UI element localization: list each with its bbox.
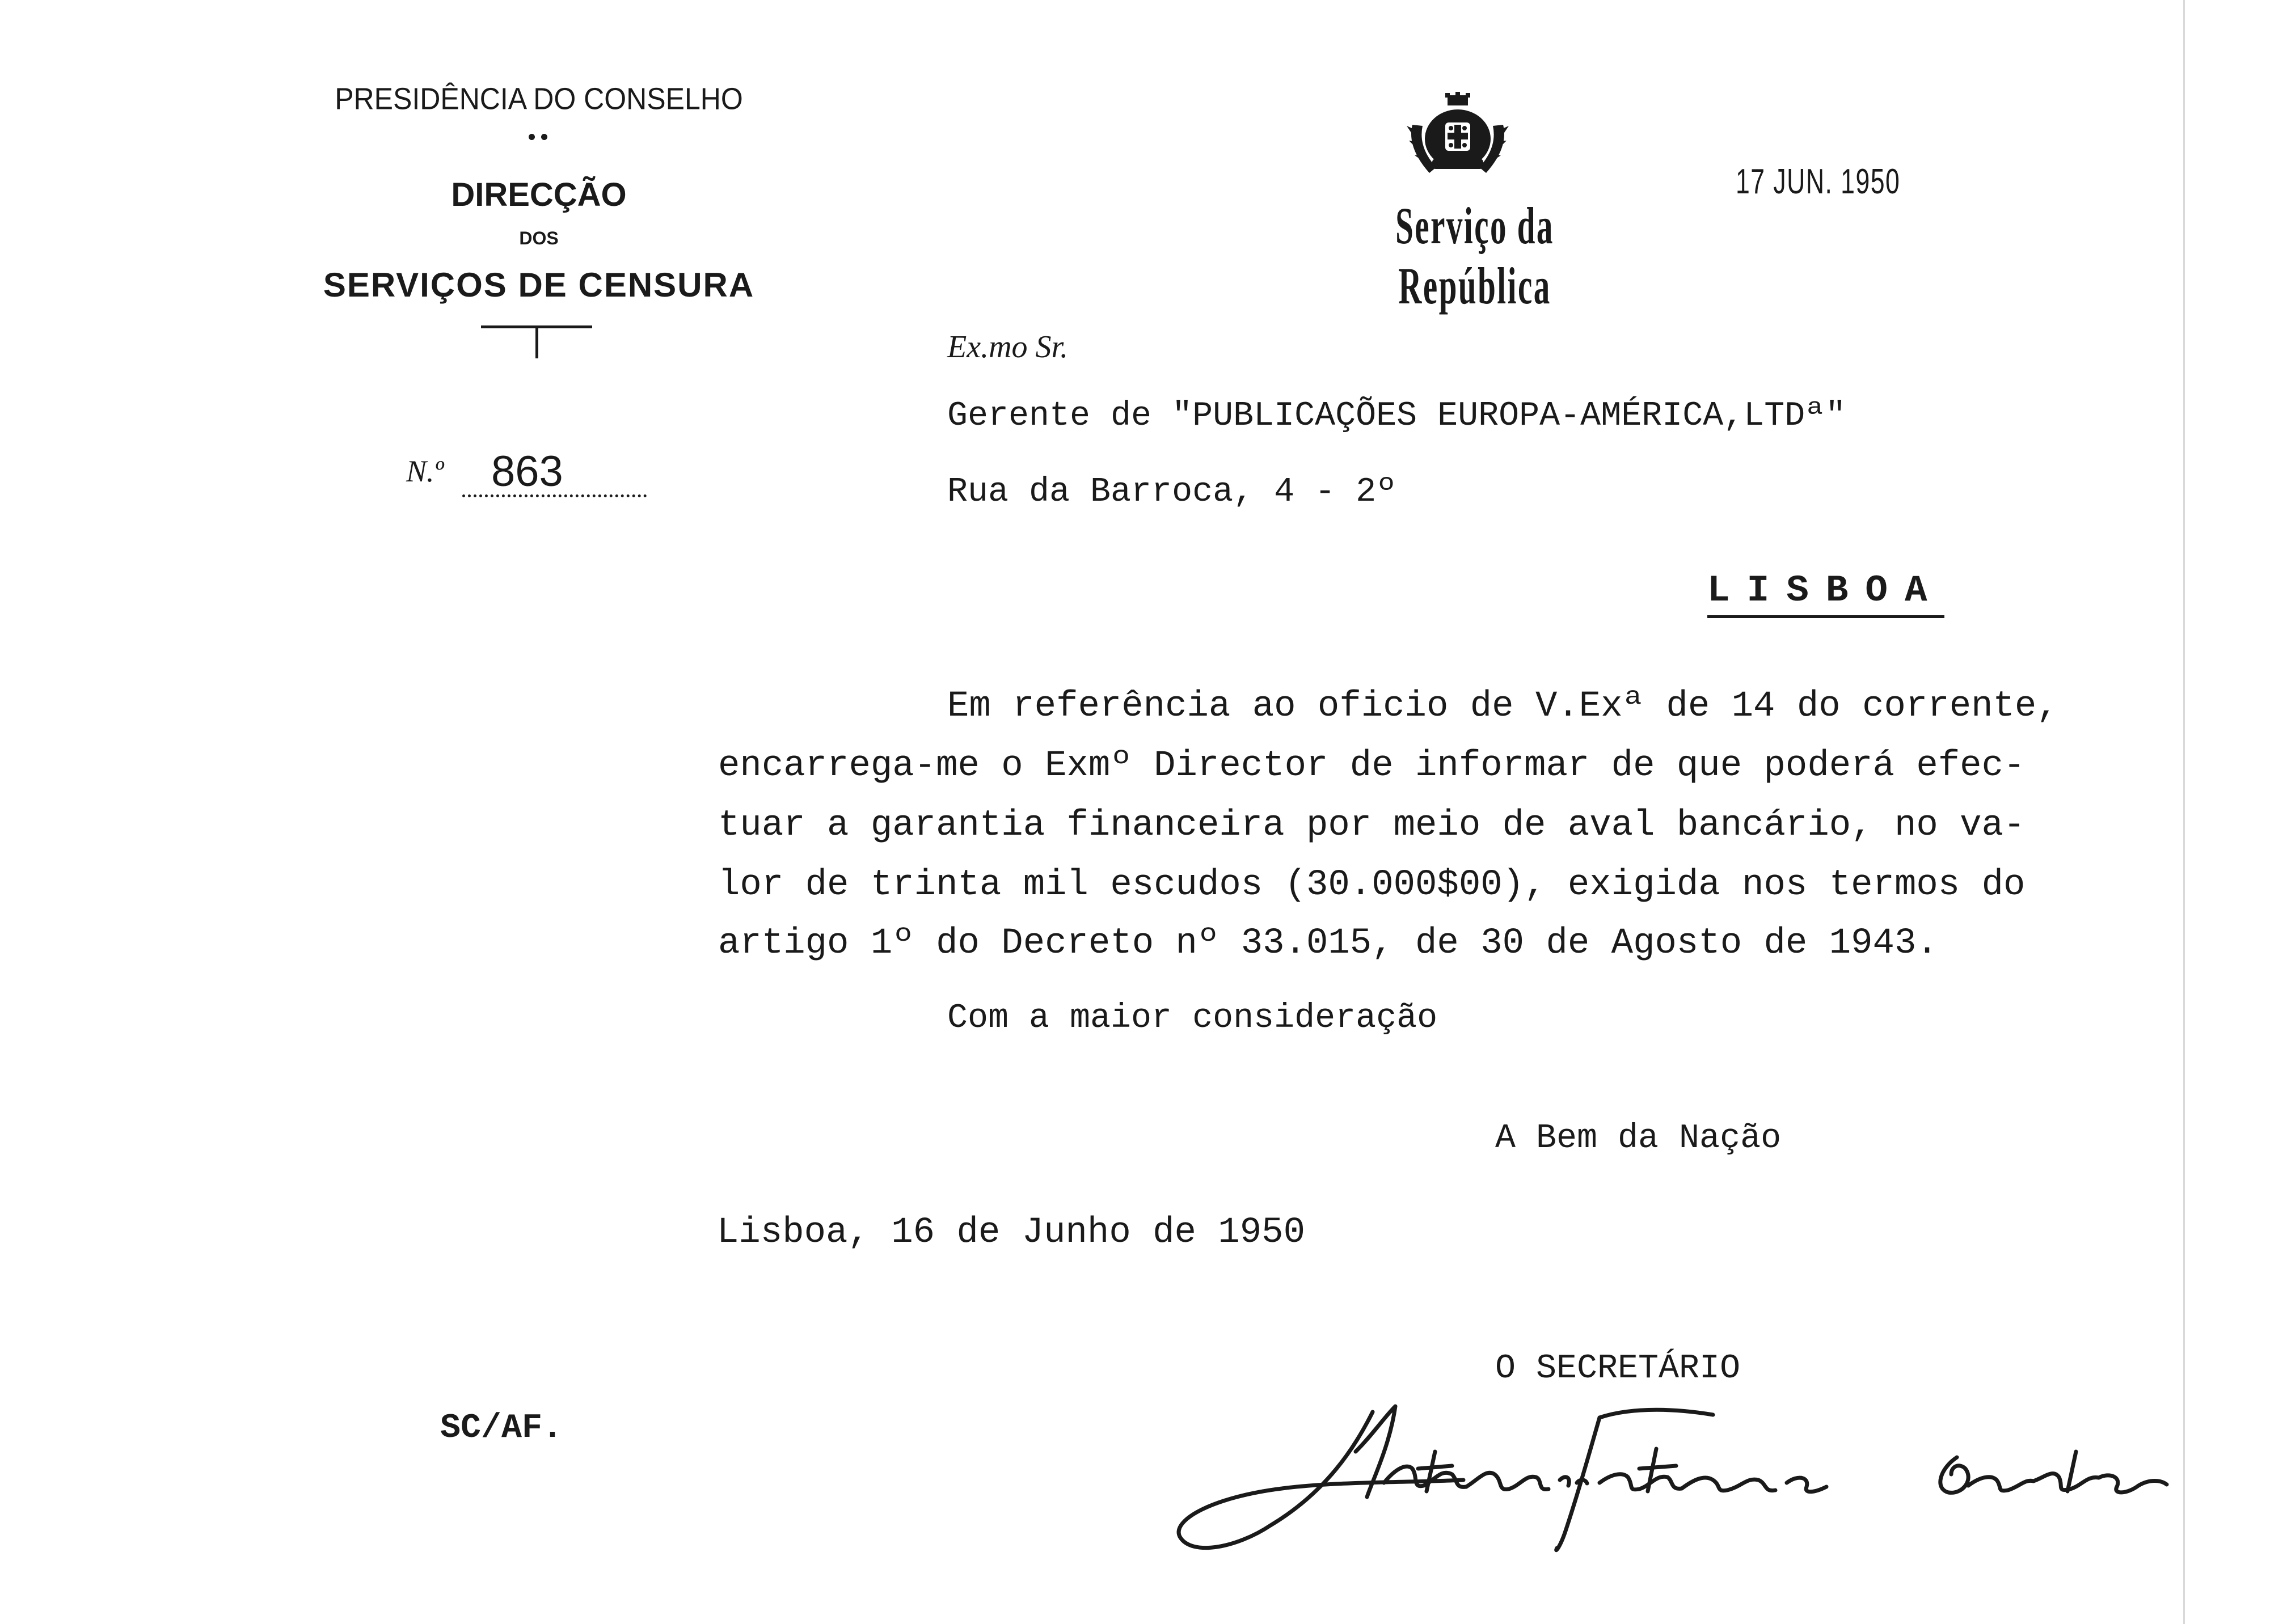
letterhead-dos: DOS	[519, 228, 559, 248]
body-line: Em referência ao oficio de V.Exª de 14 do corrente,	[947, 686, 2058, 727]
addressee-line-1: Gerente de "PUBLICAÇÕES EUROPA-AMÉRICA,LTDª"	[947, 397, 1846, 435]
letterhead-presidencia: PRESIDÊNCIA DO CONSELHO	[335, 81, 743, 116]
addressee-city: LISBOA	[1707, 569, 1944, 618]
received-date-stamp: 17 JUN. 1950	[1736, 162, 1901, 201]
body-line: tuar a garantia financeira por meio de aval bancário, no va-	[718, 805, 2026, 846]
body-line: encarrega-me o Exmº Director de informar de que poderá efec-	[718, 746, 2026, 786]
republic-coat-of-arms-icon	[1401, 91, 1514, 187]
reference-number: 863	[491, 447, 563, 496]
letterhead-direccao: DIRECÇÃO	[451, 176, 627, 213]
addressee-line-2: Rua da Barroca, 4 - 2º	[947, 473, 1397, 511]
reference-number-label: N.º	[406, 454, 444, 488]
handwritten-signature	[1168, 1384, 2178, 1565]
letterhead-dots-divider	[528, 129, 550, 141]
letterhead-servicos-de-censura: SERVIÇOS DE CENSURA	[323, 266, 755, 304]
letterhead-tick	[535, 328, 538, 358]
motto: A Bem da Nação	[1495, 1119, 1782, 1158]
body-line: artigo 1º do Decreto nº 33.015, de 30 de Agosto de 1943.	[718, 923, 1938, 964]
body-line: lor de trinta mil escudos (30.000$00), exigida nos termos do	[718, 865, 2026, 906]
closing-line: Com a maior consideração	[947, 999, 1438, 1038]
page-edge-line	[2183, 0, 2185, 1624]
typist-initials: SC/AF.	[440, 1409, 563, 1448]
salutation: Ex.mo Sr.	[947, 329, 1069, 365]
servico-da-republica-title: Serviço da República	[1395, 197, 1554, 315]
signatory-title: O SECRETÁRIO	[1495, 1350, 1741, 1388]
place-and-date: Lisboa, 16 de Junho de 1950	[717, 1212, 1305, 1253]
